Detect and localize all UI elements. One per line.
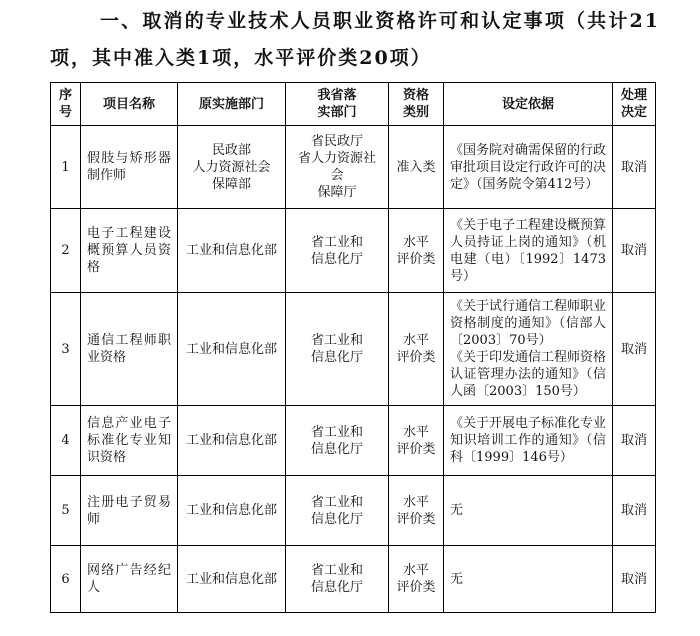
category-line: 评价类 [396, 350, 436, 365]
basis-doc: 《关于开展电子标准化专业知识培训工作的通知》（信科〔1999〕146号） [450, 416, 607, 465]
header-decision-label: 处理决定 [620, 88, 647, 120]
cell-decision: 取消 [613, 209, 656, 293]
dept-line: 信息化厅 [310, 350, 363, 365]
header-province-dept [286, 83, 389, 126]
cell-province-dept [286, 209, 389, 293]
dept-line: 人力资源社会 [192, 159, 271, 175]
dept-line: 工业和信息化部 [185, 571, 277, 587]
cell-basis [444, 476, 613, 546]
dept-line: 保障部 [211, 176, 251, 192]
table-row [51, 293, 656, 406]
dept-line: 省工业和 [310, 234, 363, 250]
cell-basis [444, 126, 613, 209]
dept-line: 省工业和 [310, 563, 363, 578]
cell-name: 注册电子贸易师 [81, 476, 178, 546]
cell-original-dept [178, 126, 286, 209]
cell-original-dept [178, 293, 286, 406]
cell-basis [444, 293, 613, 406]
table-row [51, 406, 656, 476]
cell-category [389, 126, 444, 209]
cell-original-dept [178, 546, 286, 613]
header-name: 项目名称 [81, 83, 178, 126]
cell-decision: 取消 [613, 293, 656, 406]
table-header-row [51, 83, 656, 126]
cell-province-dept [286, 406, 389, 476]
cell-original-dept [178, 406, 286, 476]
cell-decision: 取消 [613, 406, 656, 476]
cancelled-items-table [50, 82, 656, 613]
cell-decision: 取消 [613, 476, 656, 546]
header-category [389, 83, 444, 126]
dept-line: 省人力资源社会 [297, 151, 376, 183]
cell-province-dept [286, 293, 389, 406]
cell-no: 4 [51, 406, 81, 476]
category-line: 评价类 [396, 441, 436, 457]
dept-line: 信息化厅 [310, 441, 363, 457]
cell-province-dept [286, 126, 389, 209]
category-line: 评价类 [396, 511, 436, 527]
table-row [51, 126, 656, 209]
cell-basis [444, 209, 613, 293]
category-line: 水平 [402, 563, 429, 578]
cell-decision: 取消 [613, 126, 656, 209]
table-row [51, 209, 656, 293]
dept-line: 信息化厅 [310, 580, 363, 595]
cell-name: 网络广告经纪人 [81, 546, 178, 613]
basis-doc: 无 [450, 571, 464, 587]
cell-basis [444, 546, 613, 613]
cell-no: 6 [51, 546, 81, 613]
cell-no: 2 [51, 209, 81, 293]
section-title: 一、取消的专业技术人员职业资格许可和认定事项（共计21项，其中准入类1项，水平评价类20项） [50, 10, 660, 69]
header-original-dept: 原实施部门 [178, 83, 286, 126]
header-no: 序号 [51, 83, 81, 126]
basis-doc: 《国务院对确需保留的行政审批项目设定行政许可的决定》（国务院令第412号） [450, 142, 607, 192]
dept-line: 工业和信息化部 [185, 341, 277, 357]
cell-province-dept [286, 546, 389, 613]
basis-doc: 《关于电子工程建设概预算人员持证上岗的通知》（机电建（电）〔1992〕1473号） [450, 217, 607, 284]
table-row [51, 546, 656, 613]
cell-decision: 取消 [613, 546, 656, 613]
basis-doc: 《关于试行通信工程师职业资格制度的通知》（信部人〔2003〕70号） [450, 299, 607, 348]
header-decision [613, 83, 656, 126]
cell-original-dept [178, 209, 286, 293]
dept-line: 工业和信息化部 [185, 243, 277, 258]
dept-line: 工业和信息化部 [185, 503, 277, 518]
cell-original-dept [178, 476, 286, 546]
cell-province-dept [286, 476, 389, 546]
dept-line: 保障厅 [317, 185, 357, 200]
cell-name: 电子工程建设概预算人员资格 [81, 209, 178, 293]
dept-line: 省民政厅 [310, 134, 363, 149]
basis-doc: 《关于印发通信工程师资格认证管理办法的通知》（信人函〔2003〕150号） [450, 350, 607, 399]
cell-category [389, 209, 444, 293]
dept-line: 信息化厅 [310, 511, 363, 527]
dept-line: 民政部 [211, 142, 251, 158]
header-category-label: 资格类别 [402, 88, 429, 120]
basis-doc: 无 [450, 503, 464, 518]
category-line: 评价类 [396, 251, 436, 267]
cell-name: 信息产业电子标准化专业知识资格 [81, 406, 178, 476]
dept-line: 省工业和 [310, 333, 363, 348]
dept-line: 工业和信息化部 [185, 433, 277, 448]
category-line: 评价类 [396, 580, 436, 595]
cell-category [389, 476, 444, 546]
dept-line: 省工业和 [310, 494, 363, 510]
category-line: 水平 [402, 424, 429, 440]
category-line: 准入类 [396, 159, 436, 175]
cell-no: 3 [51, 293, 81, 406]
cell-name: 通信工程师职业资格 [81, 293, 178, 406]
cell-category [389, 406, 444, 476]
header-province-dept-label: 我省落实部门 [317, 88, 357, 120]
cell-no: 5 [51, 476, 81, 546]
dept-line: 省工业和 [310, 424, 363, 440]
category-line: 水平 [402, 494, 429, 510]
header-basis: 设定依据 [444, 83, 613, 126]
category-line: 水平 [402, 333, 429, 348]
cell-no: 1 [51, 126, 81, 209]
category-line: 水平 [402, 234, 429, 250]
table-row [51, 476, 656, 546]
cell-name: 假肢与矫形器制作师 [81, 126, 178, 209]
cell-category [389, 546, 444, 613]
cell-basis [444, 406, 613, 476]
dept-line: 信息化厅 [310, 251, 363, 267]
cell-category [389, 293, 444, 406]
